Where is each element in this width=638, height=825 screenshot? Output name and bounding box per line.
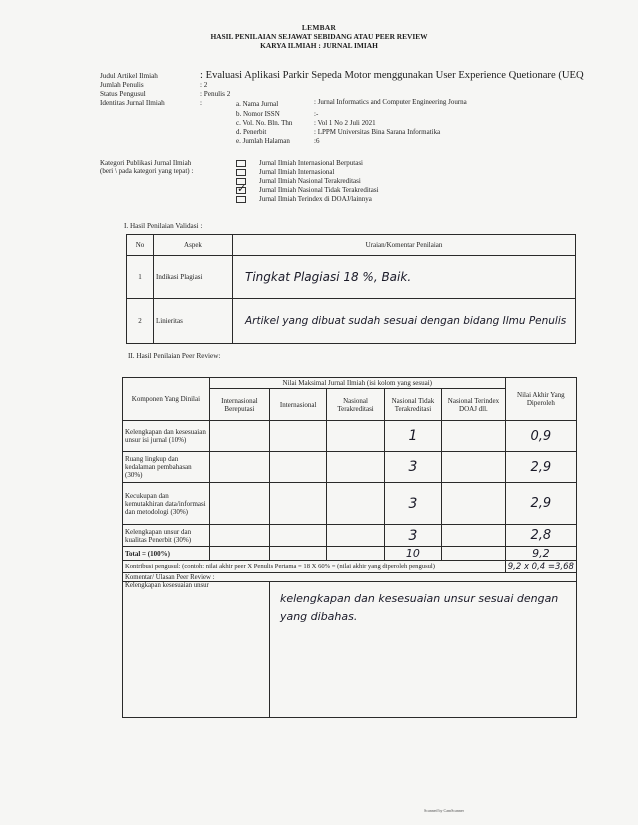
judul-value: : Evaluasi Aplikasi Parkir Sepeda Motor menggunakan User Experience Quetionare (UEQ — [200, 70, 584, 81]
empty-cell — [442, 547, 506, 561]
empty-cell — [209, 483, 269, 525]
empty-cell — [442, 525, 506, 547]
peer-col-group: Nilai Maksimal Jurnal Ilmiah (isi kolom yang sesuai) — [209, 378, 505, 389]
empty-cell — [442, 483, 506, 525]
kategori-label: Kategori Publikasi Jurnal Ilmiah — [100, 159, 192, 167]
peer-komentar-header: Komentar/ Ulasan Peer Review : — [123, 573, 577, 582]
peer-nilai-1: 1 — [384, 421, 441, 452]
doc-title-line2: HASIL PENILAIAN SEJAWAT SEBIDANG ATAU PEER REVIEW — [210, 32, 428, 41]
nama-jurnal-value: : Jurnal Informatics and Computer Engineering Journa — [314, 98, 467, 106]
validasi-komentar-2: Artikel yang dibuat sudah sesuai dengan bidang Ilmu Penulis — [233, 299, 576, 344]
peer-table — [122, 377, 577, 718]
empty-cell — [442, 421, 506, 452]
peer-col-nasional-akr: Nasional Terakreditasi — [327, 389, 384, 421]
empty-cell — [269, 547, 326, 561]
table-row — [123, 525, 577, 547]
table-row — [123, 561, 577, 573]
validasi-table — [126, 234, 576, 344]
peer-nilai-2: 3 — [384, 452, 441, 483]
peer-komponen-3: Kecukupan dan kemutakhiran data/informasi dan metodologi (30%) — [123, 483, 210, 525]
judul-label: Judul Artikel Ilmiah — [100, 72, 158, 80]
vol-label: c. Vol. No. Bln. Thn — [236, 119, 293, 127]
table-row — [123, 421, 577, 452]
kategori-option-label: Jurnal Ilmiah Internasional Berputasi — [259, 159, 363, 167]
peer-total-label: Total = (100%) — [123, 547, 210, 561]
validasi-col-aspek: Aspek — [154, 235, 233, 256]
peer-nilai-4: 3 — [384, 525, 441, 547]
issn-label: b. Nomor ISSN — [236, 110, 280, 118]
peer-col-intl-bereputasi: Internasional Bereputasi — [209, 389, 269, 421]
validasi-col-uraian: Uraian/Komentar Penilaian — [233, 235, 576, 256]
peer-total-akhir: 9,2 — [505, 547, 576, 561]
peer-komponen-1: Kelengkapan dan kesesuaian unsur isi jurnal (10%) — [123, 421, 210, 452]
status-value: : Penulis 2 — [200, 90, 231, 98]
nama-jurnal-label: a. Nama Jurnal — [236, 100, 279, 108]
scanner-watermark: Scanned by CamScanner — [424, 808, 464, 813]
peer-akhir-1: 0,9 — [505, 421, 576, 452]
empty-cell — [327, 483, 384, 525]
status-row — [100, 90, 230, 99]
table-row — [123, 582, 577, 718]
kategori-hint: (beri \ pada kategori yang tepat) : — [100, 167, 194, 175]
jumlah-label: Jumlah Penulis — [100, 81, 144, 89]
empty-cell — [209, 547, 269, 561]
peer-total-value: 10 — [384, 547, 441, 561]
vol-value: : Vol 1 No 2 Juli 2021 — [314, 119, 376, 127]
judul-row — [100, 71, 584, 80]
table-row — [123, 452, 577, 483]
checkmark-icon: ✓ — [237, 182, 247, 195]
peer-nilai-3: 3 — [384, 483, 441, 525]
doc-title-line3: KARYA ILMIAH : JURNAL IMIAH — [260, 41, 378, 50]
peer-col-komponen: Komponen Yang Dinilai — [123, 378, 210, 421]
peer-akhir-2: 2,9 — [505, 452, 576, 483]
issn-value: :- — [314, 110, 319, 118]
identitas-row — [100, 99, 202, 108]
empty-cell — [442, 452, 506, 483]
peer-komentar-text: kelengkapan dan kesesuaian unsur sesuai dengan yang dibahas. — [269, 582, 576, 718]
empty-cell — [269, 483, 326, 525]
kategori-checkbox[interactable] — [236, 182, 247, 195]
peer-col-nasional-tidak: Nasional Tidak Terakreditasi — [384, 389, 441, 421]
jumlah-value: : 2 — [200, 81, 208, 89]
validasi-aspek-2: Linieritas — [154, 299, 233, 344]
validasi-section-title: I. Hasil Penilaian Validasi : — [124, 222, 203, 230]
kategori-option-label: Jurnal Ilmiah Internasional — [259, 168, 335, 176]
peer-col-doaj: Nasional Terindex DOAJ dll. — [442, 389, 506, 421]
kategori-checkbox[interactable] — [236, 160, 246, 167]
kategori-checkbox[interactable] — [236, 169, 246, 176]
empty-cell — [327, 525, 384, 547]
empty-cell — [269, 421, 326, 452]
validasi-no-1: 1 — [127, 256, 154, 299]
validasi-col-no: No — [127, 235, 154, 256]
kategori-option-label: Jurnal Ilmiah Nasional Tidak Terakreditasi — [259, 186, 379, 194]
jumlah-row — [100, 81, 207, 90]
kategori-option-label: Jurnal Ilmiah Nasional Terakreditasi — [259, 177, 361, 185]
identitas-colon: : — [200, 99, 202, 107]
kategori-checkbox[interactable] — [236, 196, 246, 203]
table-row — [127, 299, 576, 344]
penerbit-value: : LPPM Universitas Bina Sarana Informatika — [314, 128, 441, 136]
empty-cell — [269, 525, 326, 547]
table-row — [123, 547, 577, 561]
validasi-no-2: 2 — [127, 299, 154, 344]
peer-col-akhir: Nilai Akhir Yang Diperoleh — [505, 378, 576, 421]
empty-cell — [327, 421, 384, 452]
halaman-value: :6 — [314, 137, 320, 145]
identitas-label: Identitas Jurnal Ilmiah — [100, 99, 165, 107]
peer-akhir-4: 2,8 — [505, 525, 576, 547]
peer-col-intl: Internasional — [269, 389, 326, 421]
empty-cell — [209, 421, 269, 452]
peer-komponen-2: Ruang lingkup dan kedalaman pembahasan (30%) — [123, 452, 210, 483]
penerbit-label: d. Penerbit — [236, 128, 267, 136]
table-row — [127, 256, 576, 299]
doc-title-line1: LEMBAR — [301, 23, 337, 32]
validasi-komentar-1: Tingkat Plagiasi 18 %, Baik. — [233, 256, 576, 299]
peer-akhir-3: 2,9 — [505, 483, 576, 525]
peer-section-title: II. Hasil Penilaian Peer Review: — [128, 352, 221, 360]
peer-kontribusi: Kontribusi pengusul: (contoh: nilai akhir peer X Penulis Pertama = 18 X 60% = (nilai akhir yang diperoleh pengusul) — [123, 561, 506, 573]
peer-komponen-4: Kelengkapan unsur dan kualitas Penerbit (30%) — [123, 525, 210, 547]
status-label: Status Pengusul — [100, 90, 146, 98]
empty-cell — [327, 452, 384, 483]
empty-cell — [327, 547, 384, 561]
empty-cell — [209, 452, 269, 483]
halaman-label: e. Jumlah Halaman — [236, 137, 290, 145]
kategori-option-label: Jurnal Ilmiah Terindex di DOAJ/lainnya — [259, 195, 372, 203]
peer-kontribusi-hand: 9,2 x 0,4 =3,68 — [505, 561, 576, 573]
empty-cell — [269, 452, 326, 483]
empty-cell — [209, 525, 269, 547]
validasi-aspek-1: Indikasi Plagiasi — [154, 256, 233, 299]
table-row — [123, 483, 577, 525]
peer-komentar-label: Kelengkapan kesesuaian unsur — [123, 582, 270, 718]
